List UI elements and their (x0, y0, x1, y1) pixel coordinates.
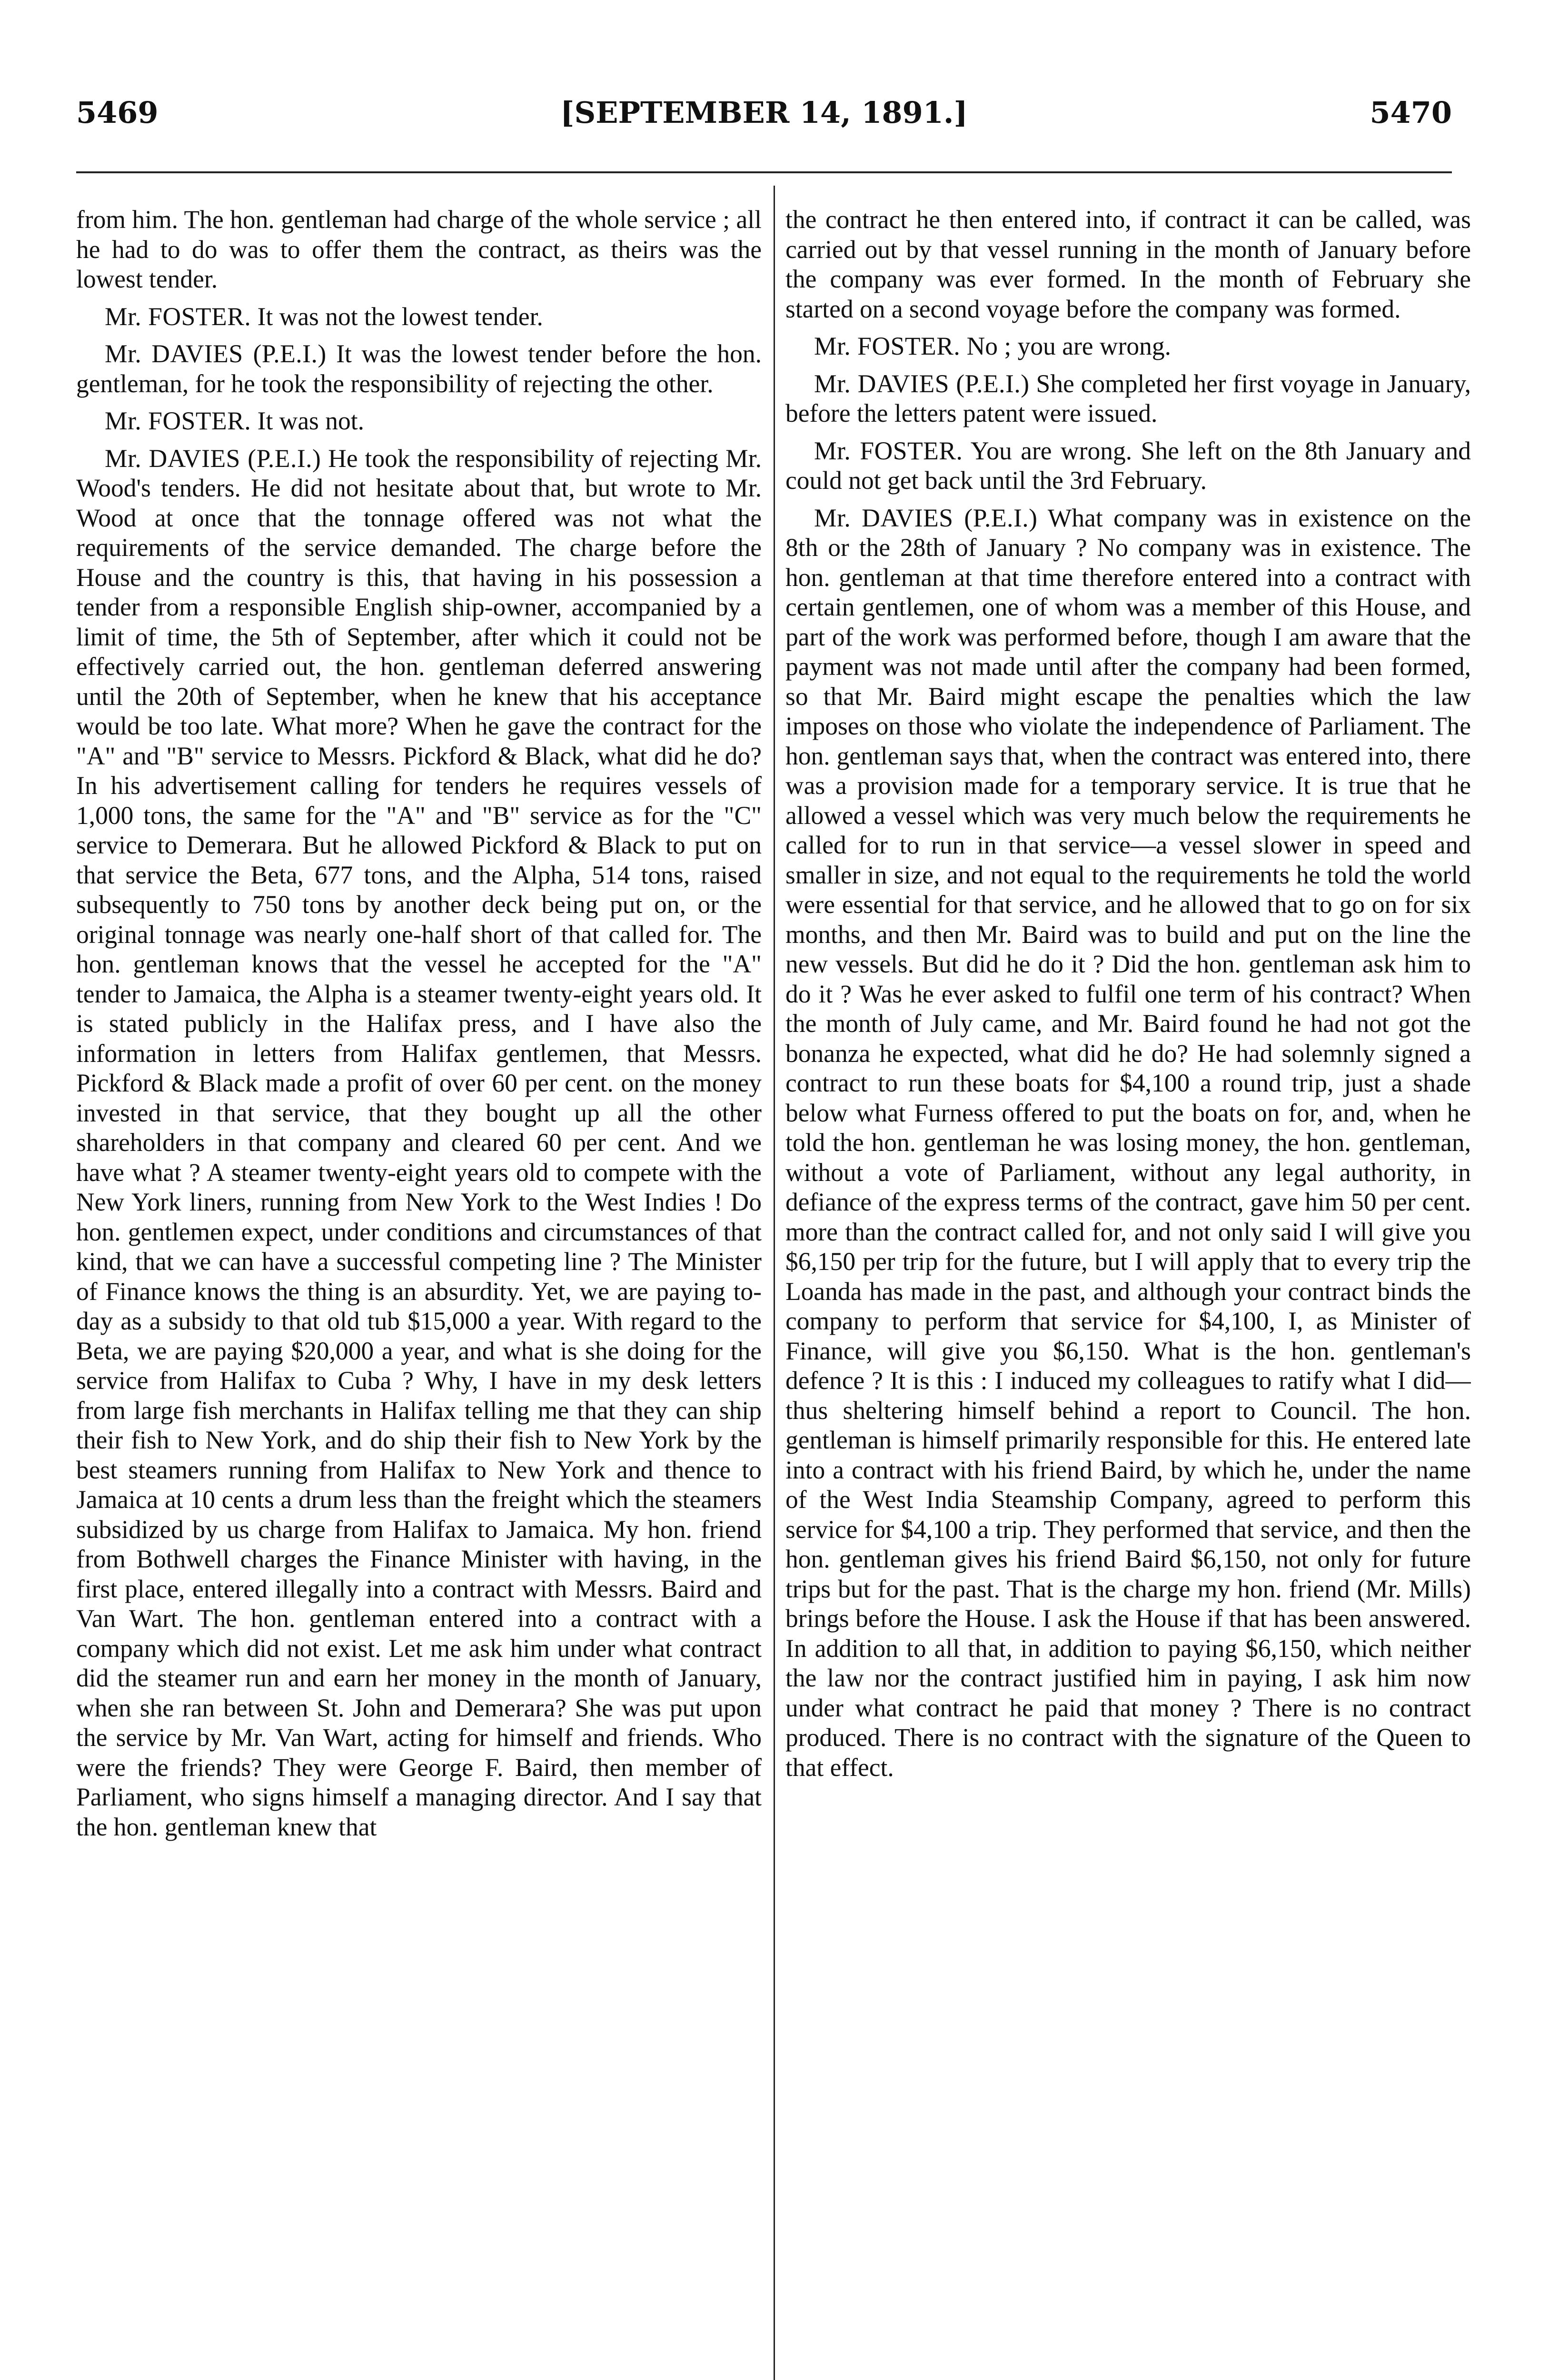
speaker-name: Mr. FOSTER. (814, 436, 963, 465)
paragraph-text: It was not. (257, 407, 364, 435)
right-column (785, 205, 1471, 2380)
speaker-name: Mr. DAVIES (P.E.I.) (105, 339, 327, 368)
speaker-name: Mr. DAVIES (P.E.I.) (814, 503, 1038, 532)
speaker-name: Mr. DAVIES (P.E.I.) (105, 444, 321, 473)
paragraph (785, 436, 1471, 496)
page-date: [SEPTEMBER 14, 1891.] (560, 95, 968, 130)
paragraph-text: What company was in existence on the 8th or the 28th of January ? No company was in existence. The hon. gentleman at that time therefore entered into a contract with certain gentlemen, one of whom was a member of this House, and part of the work was performed before, though I am aware that the payment was not made until after the company had been formed, so that Mr. Baird might escape the penalties which the law imposes on those who violate the independence of Parliament. The hon. gentleman says that, when the contract was entered into, there was a provision made for a temporary service. It is true that he allowed a vessel which was very much below the requirements he called for to run in that service—a vessel slower in speed and smaller in size, and not equal to the requirements he told the world were essential for that service, and he allowed that to go on for six months, and then Mr. Baird was to build and put on the line the new vessels. But did he do it ? Did the hon. gentleman ask him to do it ? Was he ever asked to fulfil one term of his contract? When the month of July came, and Mr. Baird found he had not got the bonanza he expected, what did he do? He had solemnly signed a contract to run these boats for $4,100 a round trip, just a shade below what Furness offered to put the boats on for, and, when he told the hon. gentleman he was losing money, the hon. gentleman, without a vote of Parliament, without any legal authority, in defiance of the express terms of the contract, gave him 50 per cent. more than the contract called for, and not only said I will give you $6,150 per trip for the future, but I will apply that to every trip the Loanda has made in the past, and although your contract binds the company to perform that service for $4,100, I, as Minister of Finance, will give you $6,150. What is the hon. gentleman's defence ? It is this : I induced my colleagues to ratify what I did—thus sheltering himself behind a report to Council. The hon. gentleman is himself primarily responsible for this. He entered late into a contract with his friend Baird, by which he, under the name of the West India Steamship Company, agreed to perform this service for $4,100 a trip. They performed that service, and then the hon. gentleman gives his friend Baird $6,150, not only for future trips but for the past. That is the charge my hon. friend (Mr. Mills) brings before the House. I ask the House if that has been answered. In addition to all that, in addition to paying $6,150, which neither the law nor the contract justified him in paying, I ask him now under what contract he paid that money ? There is no contract produced. There is no contract with the signature of the Queen to that effect. (785, 503, 1471, 1782)
paragraph (76, 339, 762, 398)
speaker-name: Mr. FOSTER. (814, 332, 961, 360)
paragraph (785, 369, 1471, 428)
running-head (76, 95, 1452, 152)
speaker-name: Mr. DAVIES (P.E.I.) (814, 369, 1030, 398)
paragraph-text: It was the lowest tender before the hon. gentleman, for he took the responsibility of rejecting the other. (76, 339, 762, 398)
hansard-page (76, 86, 1471, 2380)
paragraph (785, 503, 1471, 1783)
paragraph-text: She completed her first voyage in January, before the letters patent were issued. (785, 369, 1471, 427)
paragraph (785, 205, 1471, 324)
paragraph (76, 406, 762, 436)
right-page-number: 5470 (1370, 95, 1452, 130)
paragraph-text: from him. The hon. gentleman had charge of the whole service ; all he had to do was to offer them the contract, as theirs was the lowest tender. (76, 205, 762, 293)
speaker-name: Mr. FOSTER. (105, 302, 251, 331)
paragraph (76, 444, 762, 1842)
paragraph (76, 205, 762, 294)
left-column (76, 205, 762, 2380)
paragraph (785, 331, 1471, 361)
paragraph-text: the contract he then entered into, if contract it can be called, was carried out by that vessel running in the month of January before the company was ever formed. In the month of February she started on a second voyage before the company was formed. (785, 205, 1471, 323)
speaker-name: Mr. FOSTER. (105, 407, 251, 435)
left-page-number: 5469 (76, 95, 159, 130)
paragraph-text: It was not the lowest tender. (257, 302, 543, 331)
header-rule (76, 171, 1452, 173)
paragraph (76, 302, 762, 332)
paragraph-text: You are wrong. She left on the 8th January and could not get back until the 3rd February. (785, 436, 1471, 495)
paragraph-text: He took the responsibility of rejecting Mr. Wood's tenders. He did not hesitate about that, but wrote to Mr. Wood at once that the tonnage offered was not what the requirements of the service demanded. The charge before the House and the country is this, that having in his possession a tender from a responsible English ship-owner, accompanied by a limit of time, the 5th of September, after which it could not be effectively carried out, the hon. gentleman deferred answering until the 20th of September, when he knew that his acceptance would be too late. What more? When he gave the contract for the "A" and "B" service to Messrs. Pickford & Black, what did he do? In his advertisement calling for tenders he requires vessels of 1,000 tons, the same for the "A" and "B" service as for the "C" service to Demerara. But he allowed Pickford & Black to put on that service the Beta, 677 tons, and the Alpha, 514 tons, raised subsequently to 750 tons by another deck being put on, or the original tonnage was nearly one-half short of that called for. The hon. gentleman knows that the vessel he accepted for the "A" tender to Jamaica, the Alpha is a steamer twenty-eight years old. It is stated publicly in the Halifax press, and I have also the information in letters from Halifax gentlemen, that Messrs. Pickford & Black made a profit of over 60 per cent. on the money invested in that service, that they bought up all the other shareholders in that company and cleared 60 per cent. And we have what ? A steamer twenty-eight years old to compete with the New York liners, running from New York to the West Indies ! Do hon. gentlemen expect, under conditions and circumstances of that kind, that we can have a successful competing line ? The Minister of Finance knows the thing is an absurdity. Yet, we are paying to-day as a subsidy to that old tub $15,000 a year. With regard to the Beta, we are paying $20,000 a year, and what is she doing for the service from Halifax to Cuba ? Why, I have in my desk letters from large fish merchants in Halifax telling me that they can ship their fish to New York, and do ship their fish to New York by the best steamers running from Halifax to New York and thence to Jamaica at 10 cents a drum less than the freight which the steamers subsidized by us charge from Halifax to Jamaica. My hon. friend from Bothwell charges the Finance Minister with having, in the first place, entered illegally into a contract with Messrs. Baird and Van Wart. The hon. gentleman entered into a contract with a company which did not exist. Let me ask him under what contract did the steamer run and earn her money in the month of January, when she ran between St. John and Demerara? She was put upon the service by Mr. Van Wart, acting for himself and friends. Who were the friends? They were George F. Baird, then member of Parliament, who signs himself a managing director. And I say that the hon. gentleman knew that (76, 444, 762, 1841)
paragraph-text: No ; you are wrong. (966, 332, 1172, 360)
column-divider (774, 186, 775, 2380)
